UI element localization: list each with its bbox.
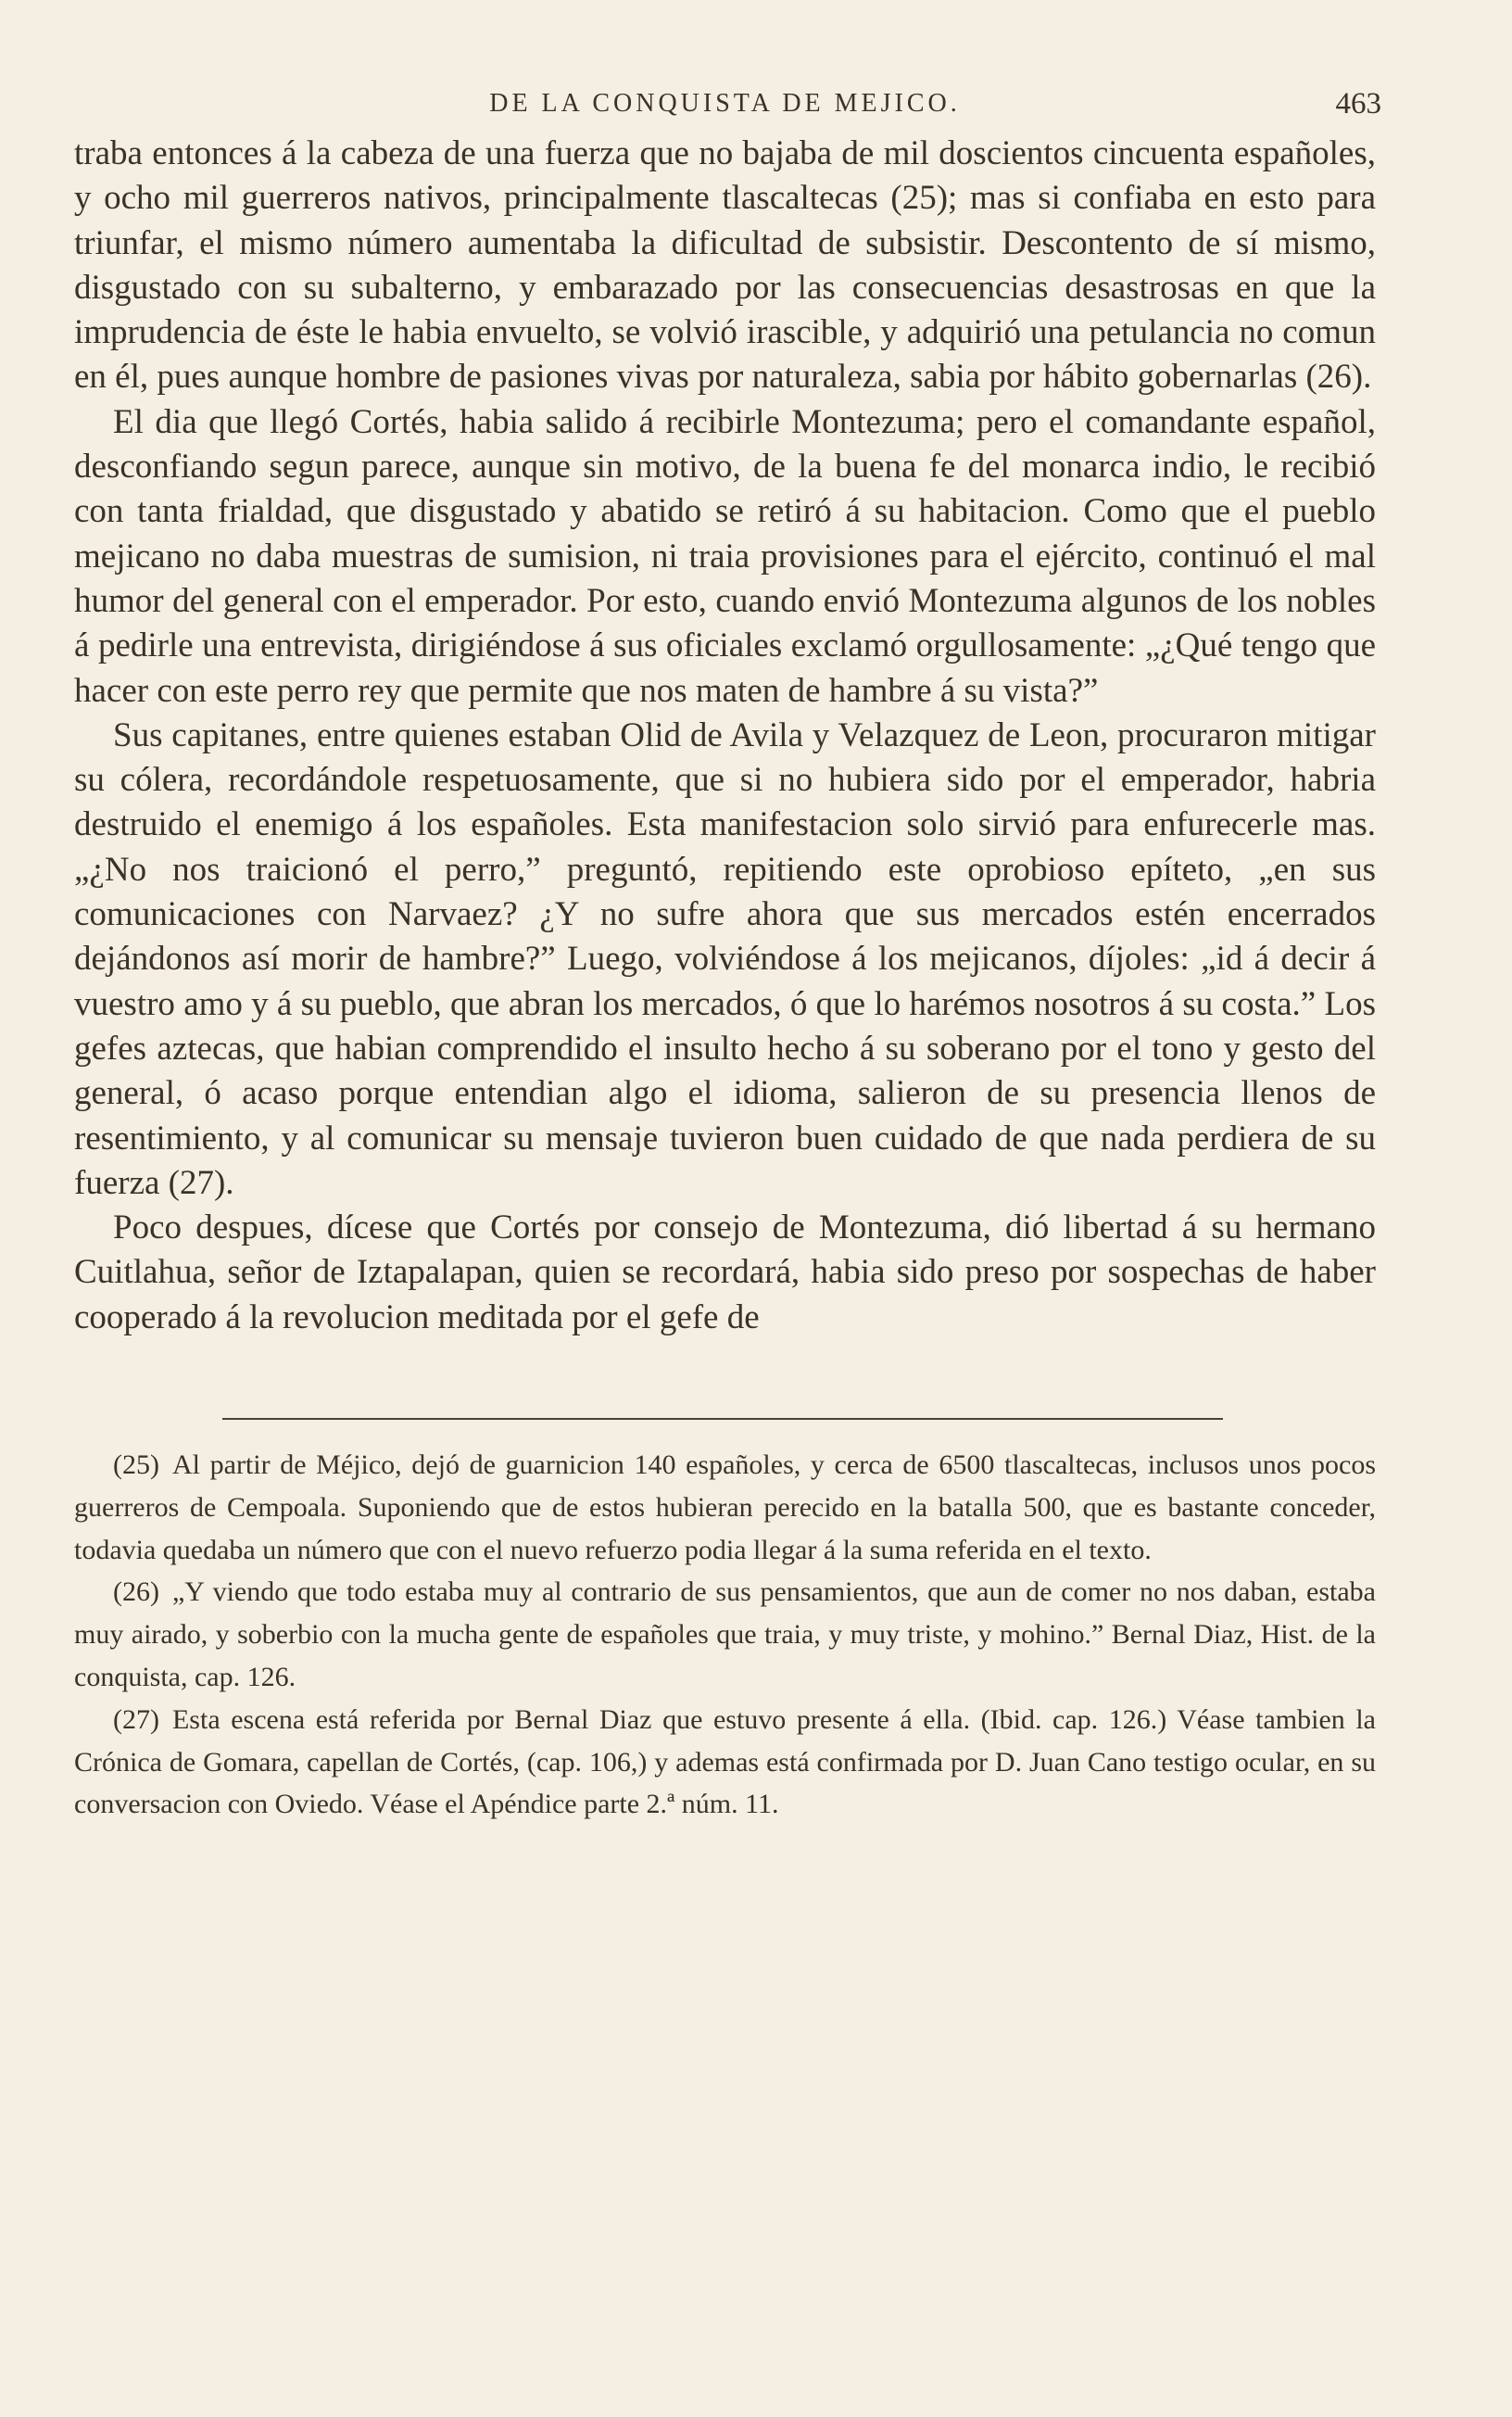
page-header bbox=[74, 87, 1381, 132]
footnote bbox=[74, 1571, 1376, 1698]
book-page bbox=[74, 87, 1381, 1826]
footnote bbox=[74, 1444, 1376, 1571]
footnote-number: (26) bbox=[113, 1576, 159, 1608]
paragraph: traba entonces á la cabeza de una fuerza que no bajaba de mil doscientos cincuenta españoles, y ocho mil guerreros nativos, principalmente tlascaltecas (25); mas si confiaba en esto para triunfar, el mismo número aumentaba la dificultad de subsistir. Descontento de sí mismo, disgustado con su subalterno, y embarazado por las consecuencias desastrosas en que la imprudencia de éste le habia envuelto, se volvió irascible, y adquirió una petulancia no comun en él, pues aunque hombre de pasiones vivas por naturaleza, sabia por hábito gobernarlas (26). bbox=[74, 134, 1376, 397]
footnote-number: (25) bbox=[113, 1449, 159, 1481]
paragraph: Poco despues, dícese que Cortés por consejo de Montezuma, dió libertad á su hermano Cuitlahua, señor de Iztapalapan, quien se recordará, habia sido preso por sospechas de haber cooperado á la revolucion meditada por el gefe de bbox=[74, 1208, 1376, 1336]
footnote-text: „Y viendo que todo estaba muy al contrario de sus pensamientos, que aun de comer no nos daban, estaba muy airado, y soberbio con la mucha gente de españoles que traia, y muy triste, y mohino.” Bernal Diaz, Hist. de la conquista, cap. 126. bbox=[74, 1576, 1376, 1692]
running-title: DE LA CONQUISTA DE MEJICO. bbox=[489, 89, 961, 118]
main-text bbox=[74, 132, 1376, 1340]
footnote bbox=[74, 1699, 1376, 1826]
paragraph: El dia que llegó Cortés, habia salido á recibirle Montezuma; pero el comandante español, desconfiando segun parece, aunque sin motivo, de la buena fe del monarca indio, le recibió con tanta frialdad, que disgustado y abatido se retiró á su habitacion. Como que el pueblo mejicano no daba muestras de sumision, ni traia provisiones para el ejército, continuó el mal humor del general con el emperador. Por esto, cuando envió Montezuma algunos de los nobles á pedirle una entrevista, dirigiéndose á sus oficiales exclamó orgullosamente: „¿Qué tengo que hacer con este perro rey que permite que nos maten de hambre á su vista?” bbox=[74, 402, 1376, 710]
footnote-text: Al partir de Méjico, dejó de guarnicion 140 españoles, y cerca de 6500 tlascaltecas, inclusos unos pocos guerreros de Cempoala. Suponiendo que de estos hubieran perecido en la batalla 500, que es bastante conceder, todavia quedaba un número que con el nuevo refuerzo podia llegar á la suma referida en el texto. bbox=[74, 1449, 1376, 1565]
page-number: 463 bbox=[1335, 87, 1381, 120]
footnote-text: Esta escena está referida por Bernal Diaz que estuvo presente á ella. (Ibid. cap. 126.) Véase tambien la Crónica de Gomara, capellan de Cortés, (cap. 106,) y ademas está confirmada por D. Juan Cano testigo ocular, en su conversacion con Oviedo. Véase el Apéndice parte 2.ª núm. 11. bbox=[74, 1703, 1376, 1820]
paragraph: Sus capitanes, entre quienes estaban Olid de Avila y Velazquez de Leon, procuraron mitigar su cólera, recordándole respetuosamente, que si no hubiera sido por el emperador, habria destruido el enemigo á los españoles. Esta manifestacion solo sirvió para enfurecerle mas. „¿No nos traicionó el perro,” preguntó, repitiendo este oprobioso epíteto, „en sus comunicaciones con Narvaez? ¿Y no sufre ahora que sus mercados estén encerrados dejándonos así morir de hambre?” Luego, volviéndose á los mejicanos, díjoles: „id á decir á vuestro amo y á su pueblo, que abran los mercados, ó que lo harémos nosotros á su costa.” Los gefes aztecas, que habian comprendido el insulto hecho á su soberano por el tono y gesto del general, ó acaso porque entendian algo el idioma, salieron de su presencia llenos de resentimiento, y al comunicar su mensaje tuvieron buen cuidado de que nada perdiera de su fuerza (27). bbox=[74, 715, 1376, 1202]
footnote-divider bbox=[222, 1418, 1223, 1420]
footnote-number: (27) bbox=[113, 1703, 159, 1735]
footnotes bbox=[74, 1444, 1376, 1826]
